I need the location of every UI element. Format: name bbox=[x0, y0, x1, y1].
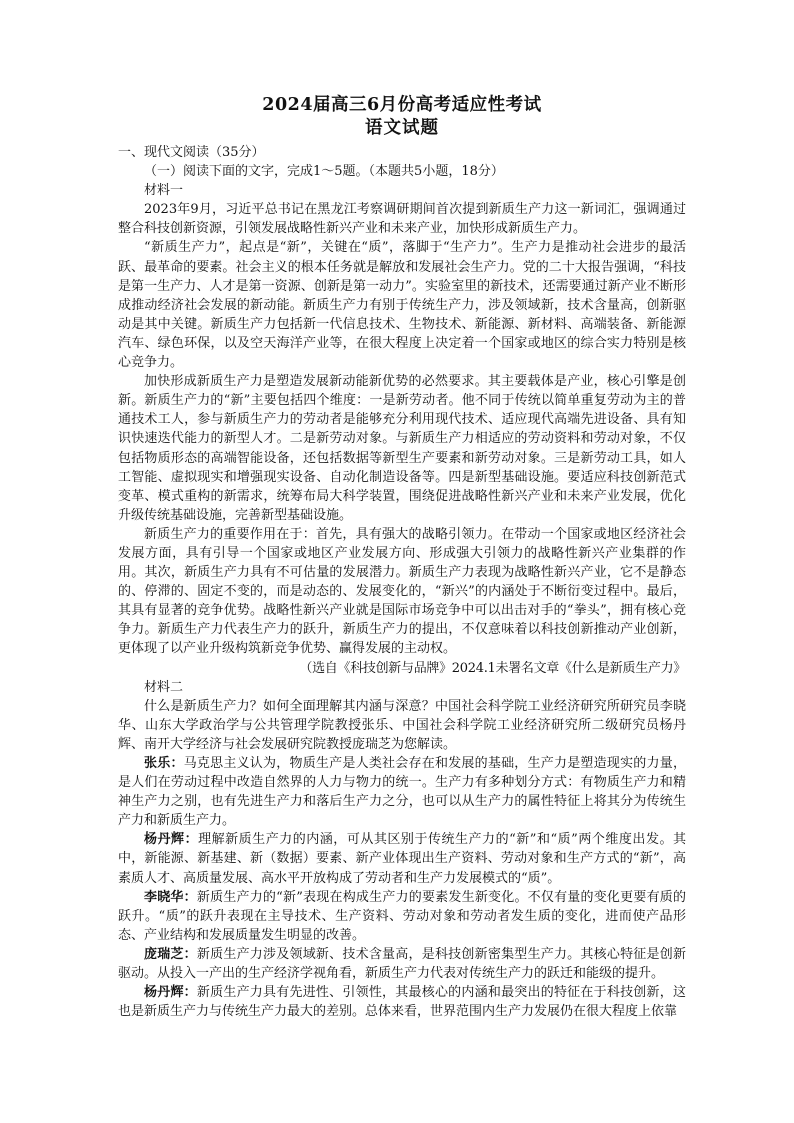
speaker-name: 张乐： bbox=[144, 756, 184, 771]
speaker-name: 杨丹辉： bbox=[144, 832, 199, 848]
material-one-paragraph-3: 加快形成新质生产力是塑造发展新动能新优势的必然要求。其主要载体是产业，核心引擎是创新。新质生产力的“新”主要包括四个维度：一是新劳动者。他不同于传统以简单重复劳动为主的普通技术工人，参与新质生产力的劳动者是能够充分利用现代技术、适应现代高端先进设备、具有知识快速迭代能力的新型人才。二是新劳动对象。与新质生产力相适应的劳动资料和劳动对象，不仅包括物质形态的高端智能设备，还包括数据等新型生产要素和新劳动对象。三是新劳动工具，如人工智能、虚拟现实和增强现实设备、自动化制造设备等。四是新型基础设施。要适应科技创新范式变革、模式重构的新需求，统筹布局大科学装置，围绕促进战略性新兴产业和未来产业发展，优化升级传统基础设施，完善新型基础设施。 bbox=[118, 374, 686, 523]
speaker-name: 杨丹辉： bbox=[144, 985, 197, 1001]
dialogue-entry bbox=[118, 983, 686, 1021]
dialogue-entry bbox=[118, 888, 686, 945]
speaker-text: 马克思主义认为，物质生产是人类社会存在和发展的基础，生产力是塑造现实的力量，是人们在劳动过程中改造自然界的人力与物力的统一。生产力有多种划分方式：有物质生产力和精神生产力之别，也有先进生产力和落后生产力之分，也可以从生产力的属性特征上将其分为传统生产力和新质生产力。 bbox=[118, 756, 686, 829]
dialogue-entry bbox=[118, 830, 686, 887]
speaker-text: 理解新质生产力的内涵，可从其区别于传统生产力的“新”和“质”两个维度出发。其中，新能源、新基建、新（数据）要素、新产业体现出生产资料、劳动对象和生产方式的“新”，高素质人才、高质量发展、高水平开放构成了劳动者和生产力发展模式的“质”。 bbox=[118, 832, 686, 886]
speaker-name: 李晓华： bbox=[144, 889, 197, 905]
material-one-paragraph-1: 2023年9月，习近平总书记在黑龙江考察调研期间首次提到新质生产力这一新词汇，强调通过整合科技创新资源，引领发展战略性新兴产业和未来产业，加快形成新质生产力。 bbox=[118, 202, 686, 237]
material-one-paragraph-2: “新质生产力”，起点是“新”，关键在“质”，落脚于“生产力”。生产力是推动社会进步的最活跃、最革命的要素。社会主义的根本任务就是解放和发展社会生产力。党的二十大报告强调，“科技是第一生产力、人才是第一资源、创新是第一动力”。实验室里的新技术，还需要通过新产业不断形成推动经济社会发展的新动能。新质生产力有别于传统生产力，涉及领域新，技术含量高，创新驱动是其中关键。新质生产力包括新一代信息技术、生物技术、新能源、新材料、高端装备、新能源汽车、绿色环保，以及空天海洋产业等，在很大程度上决定着一个国家或地区的综合实力特别是核心竞争力。 bbox=[118, 240, 686, 371]
speaker-name: 庞瑞芝： bbox=[144, 946, 197, 962]
dialogue-entry bbox=[118, 945, 686, 983]
speaker-text: 新质生产力的“新”表现在构成生产力的要素发生新变化。不仅有量的变化更要有质的跃升。“质”的跃升表现在主导技术、生产资料、劳动对象和劳动者发生质的变化，进而使产品形态、产业结构和发展质量发生明显的改善。 bbox=[118, 889, 686, 943]
exam-subtitle: 语文试题 bbox=[365, 118, 439, 138]
speaker-text: 新质生产力涉及领域新、技术含量高，是科技创新密集型生产力。其核心特征是创新驱动。从投入一产出的生产经济学视角看，新质生产力代表对传统生产力的跃迁和能级的提升。 bbox=[118, 946, 686, 982]
material-two-label: 材料二 bbox=[144, 679, 184, 695]
section-heading: 一、现代文阅读（35分） bbox=[118, 145, 265, 160]
dialogue-entry bbox=[118, 754, 686, 830]
material-one-label: 材料一 bbox=[144, 183, 184, 199]
material-one-paragraph-4: 新质生产力的重要作用在于：首先，具有强大的战略引领力。在带动一个国家或地区经济社会发展方面，具有引导一个国家或地区产业发展方向、形成强大引领力的战略性新兴产业集群的作用。其次，新质生产力具有不可估量的发展潜力。新质生产力表现为战略性新兴产业，它不是静态的、停滞的、固定不变的，而是动态的、发展变化的，“新兴”的内涵处于不断衍变过程中。最后，其具有显著的竞争优势。战略性新兴产业就是国际市场竞争中可以出击对手的“拳头”，拥有核心竞争力。新质生产力代表生产力的跃升，新质生产力的提出，不仅意味着以科技创新推动产业创新，更体现了以产业升级构筑新竞争优势、赢得发展的主动权。 bbox=[118, 526, 686, 657]
speaker-text: 新质生产力具有先进性、引领性，其最核心的内涵和最突出的特征在于科技创新，这也是新质生产力与传统生产力最大的差别。总体来看，世界范围内生产力发展仍在很大程度上依靠 bbox=[118, 985, 686, 1020]
material-one-source: （选自《科技创新与品牌》2024.1未署名文章《什么是新质生产力》 bbox=[299, 660, 686, 676]
section-instruction: （一）阅读下面的文字，完成1～5题。（本题共5小题，18分） bbox=[144, 164, 504, 180]
material-two-intro: 什么是新质生产力？如何全面理解其内涵与深意？中国社会科学院工业经济研究所研究员李晓华、山东大学政治学与公共管理学院教授张乐、中国社会科学院工业经济研究所二级研究员杨丹辉、南开大学经济与社会发展研究院教授庞瑞芝为您解读。 bbox=[118, 698, 686, 752]
exam-title: 2024届高三6月份高考适应性考试 bbox=[262, 95, 542, 115]
